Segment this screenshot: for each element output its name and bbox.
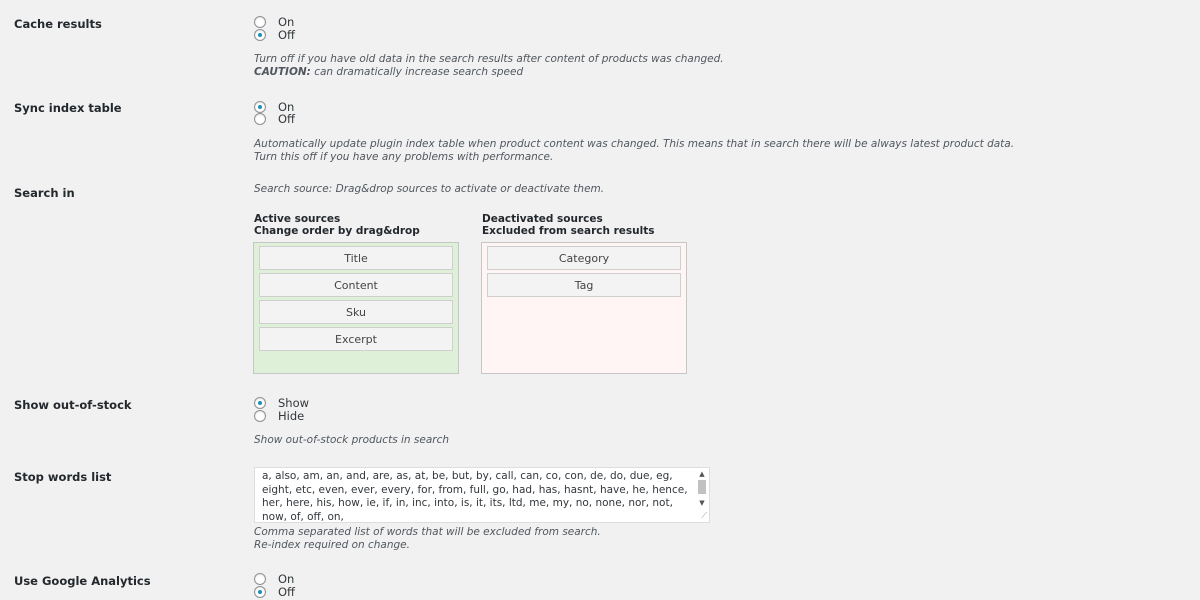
sync-on-radio[interactable] (254, 101, 266, 113)
stop-words-text: a, also, am, an, and, are, as, at, be, but, by, call, can, co, con, de, do, due, eg, eight, etc, even, ever, every, for, from, full, go, had, has, hasnt, have, he, hence, her, here, his, how, ie, if, in, inc, into, is, it, its, ltd, me, my, no, none, nor, not, now, of, off, on, (262, 470, 688, 523)
stock-hide-radio[interactable] (254, 410, 266, 422)
stop-words-desc-line2: Re-index required on change. (254, 539, 410, 551)
inactive-sources-header (482, 213, 655, 237)
analytics-on-radio[interactable] (254, 573, 266, 585)
stop-words-desc-line1: Comma separated list of words that will be excluded from search. (254, 526, 601, 538)
cache-description (254, 53, 724, 79)
search-in-description: Search source: Drag&drop sources to activate or deactivate them. (254, 183, 605, 195)
sync-on-text: On (278, 99, 295, 114)
cache-desc-line2 (254, 66, 724, 79)
scroll-down-icon[interactable]: ▼ (699, 499, 705, 507)
analytics-off-option[interactable] (254, 585, 295, 598)
stop-words-textarea[interactable] (254, 467, 710, 523)
scroll-thumb[interactable] (698, 480, 706, 494)
active-sources-subtitle: Change order by drag&drop (254, 225, 420, 237)
analytics-off-text: Off (278, 584, 295, 599)
sync-index-label: Sync index table (14, 101, 122, 115)
analytics-on-text: On (278, 571, 295, 586)
out-of-stock-label: Show out-of-stock (14, 398, 132, 412)
sync-off-text: Off (278, 111, 295, 126)
active-sources-header (254, 213, 420, 237)
inactive-sources-subtitle: Excluded from search results (482, 225, 655, 237)
cache-off-text: Off (278, 27, 295, 42)
inactive-sources-list[interactable] (481, 242, 687, 374)
analytics-on-option[interactable] (254, 572, 294, 585)
sync-desc-line2: Turn this off if you have any problems with performance. (254, 151, 554, 163)
source-item-title[interactable]: Title (259, 246, 453, 270)
source-item-tag[interactable]: Tag (487, 273, 681, 297)
stock-hide-option[interactable] (254, 409, 304, 422)
sync-off-option[interactable] (254, 112, 295, 125)
stop-words-label: Stop words list (14, 470, 112, 484)
caution-label: CAUTION: (254, 66, 311, 78)
google-analytics-label: Use Google Analytics (14, 574, 151, 588)
active-sources-list[interactable] (253, 242, 459, 374)
out-of-stock-description: Show out-of-stock products in search (254, 434, 450, 446)
sync-description (254, 138, 1014, 164)
sync-off-radio[interactable] (254, 113, 266, 125)
source-item-sku[interactable]: Sku (259, 300, 453, 324)
source-item-category[interactable]: Category (487, 246, 681, 270)
scroll-up-icon[interactable]: ▲ (699, 470, 705, 478)
stock-show-radio[interactable] (254, 397, 266, 409)
resize-handle-icon[interactable]: ⟋ (701, 511, 707, 520)
stock-show-text: Show (278, 395, 310, 410)
cache-on-radio[interactable] (254, 16, 266, 28)
cache-desc-line1: Turn off if you have old data in the search results after content of products was changed. (254, 53, 724, 65)
cache-off-radio[interactable] (254, 29, 266, 41)
source-item-content[interactable]: Content (259, 273, 453, 297)
sync-desc-line1: Automatically update plugin index table when product content was changed. This means that in search there will be always latest product data. (254, 138, 1015, 150)
stock-hide-text: Hide (278, 408, 305, 423)
stop-words-description (254, 526, 601, 552)
inactive-sources-title: Deactivated sources (482, 213, 603, 225)
cache-off-option[interactable] (254, 28, 295, 41)
stock-show-option[interactable] (254, 396, 309, 409)
cache-on-text: On (278, 14, 295, 29)
cache-on-option[interactable] (254, 15, 294, 28)
active-sources-title: Active sources (254, 213, 341, 225)
caution-text: can dramatically increase search speed (310, 66, 524, 78)
search-in-label: Search in (14, 186, 75, 200)
cache-results-label: Cache results (14, 17, 102, 31)
source-item-excerpt[interactable]: Excerpt (259, 327, 453, 351)
analytics-off-radio[interactable] (254, 586, 266, 598)
